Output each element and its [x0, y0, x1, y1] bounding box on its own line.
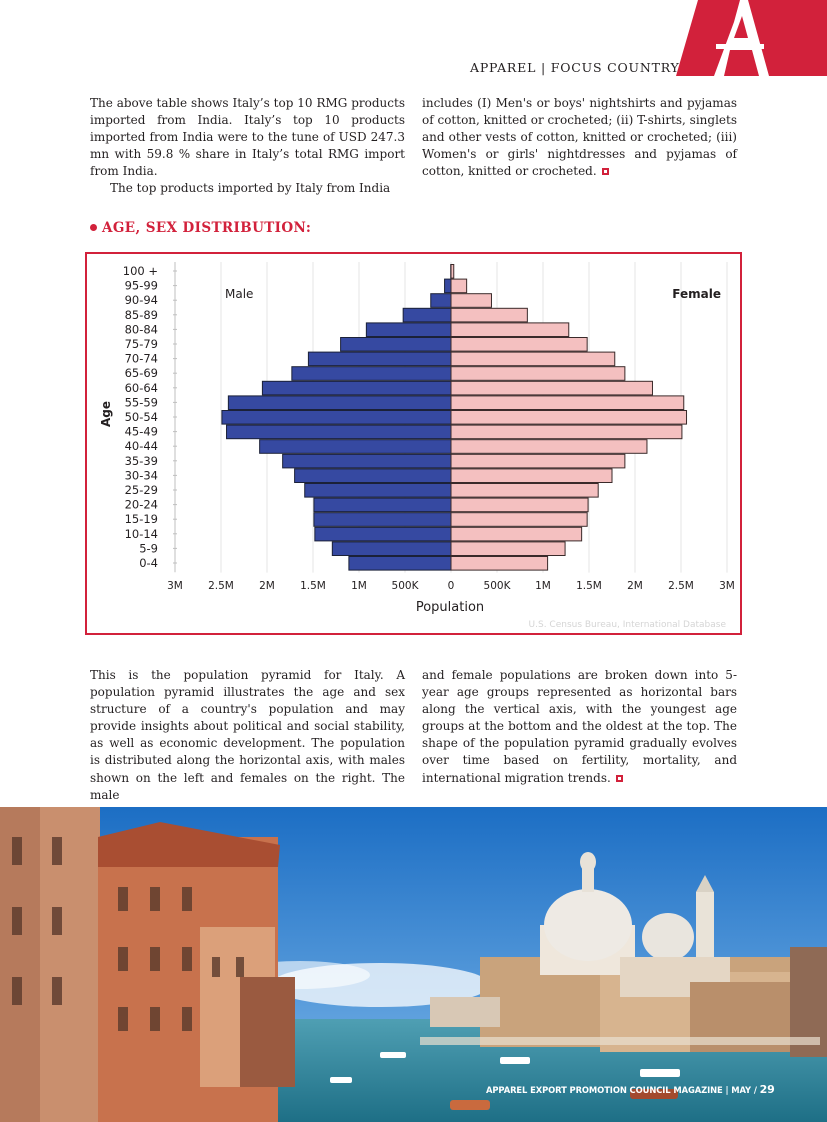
age-tick-label: 75-79: [124, 337, 158, 351]
female-legend-label: Female: [672, 287, 721, 301]
female-bar: [451, 469, 612, 483]
population-tick-labels: [167, 580, 735, 592]
male-bar: [332, 542, 451, 556]
male-bar: [283, 454, 451, 468]
analysis-paragraph-2: [422, 667, 737, 787]
age-tick-label: 0-4: [139, 556, 158, 570]
male-bar: [305, 484, 451, 498]
age-tick-label: 100 +: [122, 264, 158, 278]
female-bar: [451, 527, 582, 541]
x-tick-label: 1M: [535, 580, 551, 592]
male-bar: [349, 557, 451, 571]
female-bar: [451, 279, 467, 293]
male-bar: [314, 513, 451, 527]
x-axis-label: Population: [415, 600, 485, 615]
female-bar: [451, 396, 684, 410]
bars: [222, 265, 687, 571]
age-tick-label: 95-99: [124, 278, 158, 293]
female-bar: [451, 308, 527, 322]
female-bar: [451, 440, 647, 454]
x-tick-label: 2M: [259, 580, 275, 592]
age-tick-label: 35-39: [124, 453, 158, 468]
x-tick-label: 3M: [719, 580, 735, 592]
male-bar: [228, 396, 451, 410]
intro-paragraph-2: The top products imported by Italy from India: [110, 181, 391, 196]
end-mark-icon: [602, 168, 609, 175]
age-tick-label: 70-74: [124, 351, 158, 366]
analysis-paragraph-1: This is the population pyramid for Italy. A population pyramid illustrates the age and sex structure of a country's population and may provide insights about political and social stability, as well as economic development. The population is distributed along the horizontal axis, with males shown on the left and females on the right. The male: [90, 668, 405, 802]
female-bar: [451, 498, 588, 512]
male-bar: [403, 308, 451, 322]
intro-paragraph-3: [422, 95, 737, 180]
female-bar: [451, 265, 454, 279]
male-legend-label: Male: [225, 287, 254, 301]
population-pyramid-chart: [85, 252, 742, 635]
age-tick-label: 50-54: [124, 410, 158, 424]
x-tick-label: 500K: [391, 580, 419, 592]
age-tick-label: 40-44: [124, 439, 158, 454]
intro-column-right: [422, 95, 737, 180]
intro-paragraph-1: The above table shows Italy’s top 10 RMG products imported from India. Italy’s top 10 products imported from India were to the tune of USD 247.3 mn with 59.8 % share in Italy’s total RMG import from India.: [90, 96, 405, 179]
analysis-column-left: [90, 667, 405, 804]
source-note: U.S. Census Bureau, International Database: [528, 620, 726, 630]
x-tick-label: 3M: [167, 580, 183, 592]
footer-magazine-label: [486, 1083, 775, 1096]
age-tick-label: 55-59: [124, 395, 158, 410]
apparel-a-logo-icon: [676, 0, 827, 76]
venice-photo: [0, 807, 827, 1122]
female-bar: [451, 352, 615, 366]
analysis-paragraph-2-text: and female populations are broken down into 5-year age groups represented as horizontal bars along the vertical axis, with the youngest age groups at the bottom and the oldest at the top. The shape of the population pyramid gradually evolves over time based on fertility, mortality, and international migration trends.: [422, 668, 737, 785]
section-heading: [90, 220, 311, 236]
female-bar: [451, 367, 625, 381]
population-pyramid-svg: [87, 254, 740, 633]
y-axis-label: Age: [99, 400, 113, 428]
age-tick-label: 65-69: [124, 366, 158, 381]
age-tick-label: 80-84: [124, 322, 158, 337]
male-bar: [260, 440, 451, 454]
female-bar: [451, 381, 652, 395]
male-bar: [227, 425, 451, 439]
x-tick-label: 0: [447, 580, 455, 592]
analysis-column-right: [422, 667, 737, 787]
age-tick-label: 25-29: [124, 483, 158, 497]
male-bar: [314, 498, 451, 512]
female-bar: [451, 323, 569, 337]
male-bar: [262, 381, 451, 395]
age-tick-label: 85-89: [124, 307, 158, 322]
age-tick-label: 45-49: [124, 424, 158, 439]
section-heading-text: AGE, SEX DISTRIBUTION:: [102, 220, 312, 236]
male-bar: [366, 323, 451, 337]
female-bar: [451, 294, 491, 308]
x-tick-label: 2.5M: [668, 580, 694, 592]
age-tick-label: 10-14: [124, 526, 158, 541]
section-label: APPAREL | FOCUS COUNTRY: [470, 60, 680, 75]
age-tick-labels: [123, 264, 177, 570]
female-bar: [451, 454, 625, 468]
female-bar: [451, 542, 565, 556]
male-bar: [308, 352, 451, 366]
female-bar: [451, 557, 548, 571]
male-bar: [292, 367, 451, 381]
female-bar: [451, 484, 598, 498]
male-bar: [341, 338, 451, 352]
intro-paragraph-3-text: includes (I) Men's or boys' nightshirts and pyjamas of cotton, knitted or crocheted; (ii) T-shirts, singlets and other vests of cotton, knitted or crocheted; (iii) Women's or girls' nightdresses and pyjamas of cotton, knitted or crocheted.: [422, 96, 737, 179]
age-tick-label: 15-19: [124, 512, 158, 527]
male-bar: [431, 294, 451, 308]
male-bar: [295, 469, 451, 483]
male-bar: [315, 527, 451, 541]
page-number: 29: [759, 1083, 775, 1096]
age-tick-label: 60-64: [124, 380, 158, 395]
bullet-icon: [90, 224, 97, 231]
x-tick-label: 500K: [483, 580, 511, 592]
age-tick-label: 20-24: [124, 497, 158, 512]
female-bar: [451, 513, 587, 527]
female-bar: [451, 411, 687, 425]
x-tick-label: 1.5M: [576, 580, 602, 592]
male-bar: [222, 411, 451, 425]
end-mark-icon: [616, 775, 623, 782]
intro-column-left: [90, 95, 405, 198]
age-tick-label: 5-9: [139, 541, 158, 556]
male-bar: [445, 279, 451, 293]
female-bar: [451, 338, 587, 352]
x-tick-label: 1M: [351, 580, 367, 592]
age-tick-label: 90-94: [124, 293, 158, 308]
x-tick-label: 2.5M: [208, 580, 234, 592]
footer-magazine-text: APPAREL EXPORT PROMOTION COUNCIL MAGAZINE | MAY /: [486, 1085, 757, 1095]
age-tick-label: 30-34: [124, 468, 158, 483]
x-tick-label: 1.5M: [300, 580, 326, 592]
female-bar: [451, 425, 682, 439]
x-tick-label: 2M: [627, 580, 643, 592]
